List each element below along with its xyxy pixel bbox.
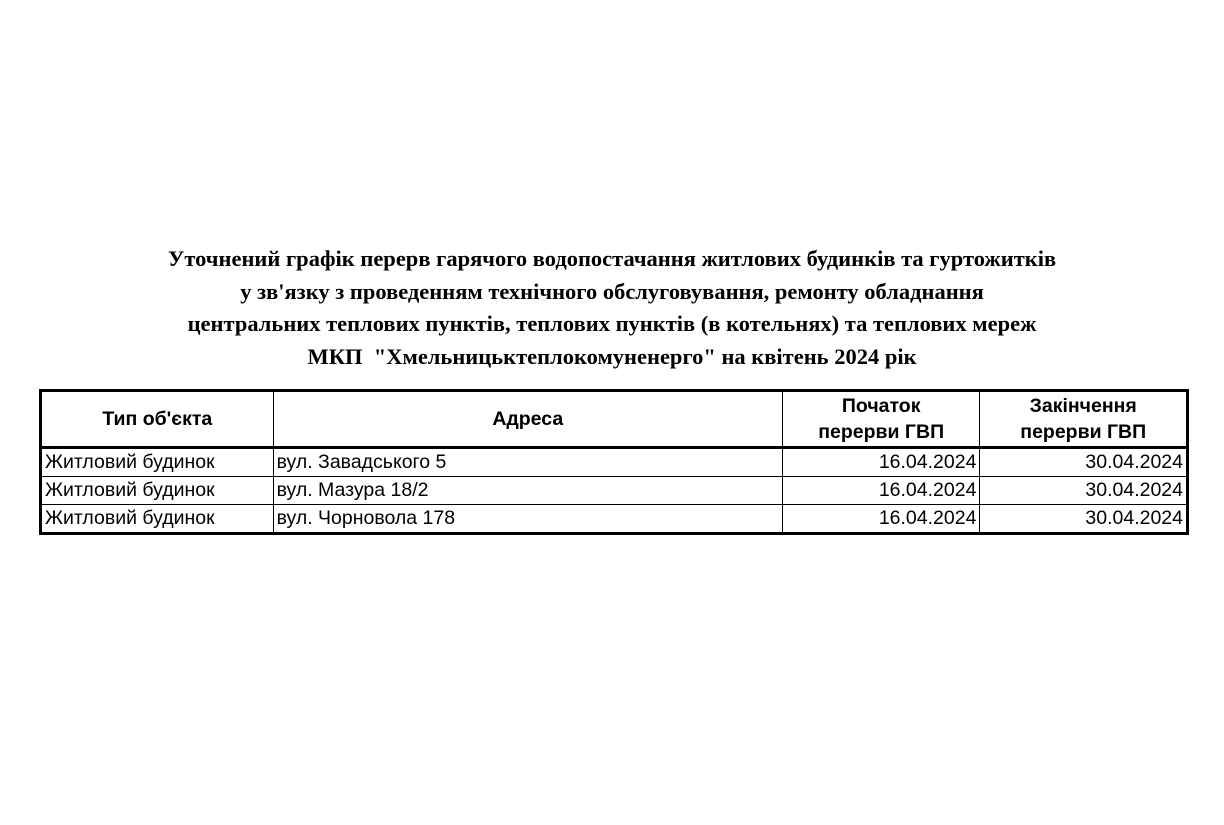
table-row [41, 448, 1188, 477]
header-end [980, 391, 1188, 448]
schedule-table [39, 389, 1189, 535]
header-end-line1: Закінчення [1029, 395, 1137, 417]
title-line-1: Уточнений графік перерв гарячого водопостачання житлових будинків та гуртожитків [167, 246, 1057, 271]
header-start [782, 391, 980, 448]
cell-address: вул. Чорновола 178 [273, 505, 782, 534]
header-end-line2: перерви ГВП [1020, 421, 1147, 443]
cell-object-type: Житловий будинок [41, 477, 274, 505]
cell-start-date: 16.04.2024 [782, 505, 980, 534]
cell-end-date: 30.04.2024 [980, 448, 1188, 477]
table-row [41, 505, 1188, 534]
cell-object-type: Житловий будинок [41, 505, 274, 534]
header-object-type: Тип об'єкта [41, 391, 274, 448]
cell-end-date: 30.04.2024 [980, 477, 1188, 505]
cell-start-date: 16.04.2024 [782, 477, 980, 505]
header-row [41, 391, 1188, 448]
cell-start-date: 16.04.2024 [782, 448, 980, 477]
cell-object-type: Житловий будинок [41, 448, 274, 477]
cell-end-date: 30.04.2024 [980, 505, 1188, 534]
cell-address: вул. Мазура 18/2 [273, 477, 782, 505]
cell-address: вул. Завадського 5 [273, 448, 782, 477]
header-address: Адреса [273, 391, 782, 448]
header-start-line2: перерви ГВП [818, 421, 945, 443]
title-line-2: у зв'язку з проведенням технічного обслуговування, ремонту обладнання [240, 278, 984, 304]
header-start-line1: Початок [841, 395, 921, 417]
document-title [0, 243, 1224, 373]
table-body [41, 448, 1188, 534]
title-line-4: МКП "Хмельницьктеплокомуненерго" на квітень 2024 рік [307, 343, 917, 369]
title-line-3: центральних теплових пунктів, теплових пунктів (в котельнях) та теплових мереж [187, 311, 1037, 336]
table-row [41, 477, 1188, 505]
table-header [41, 391, 1188, 448]
